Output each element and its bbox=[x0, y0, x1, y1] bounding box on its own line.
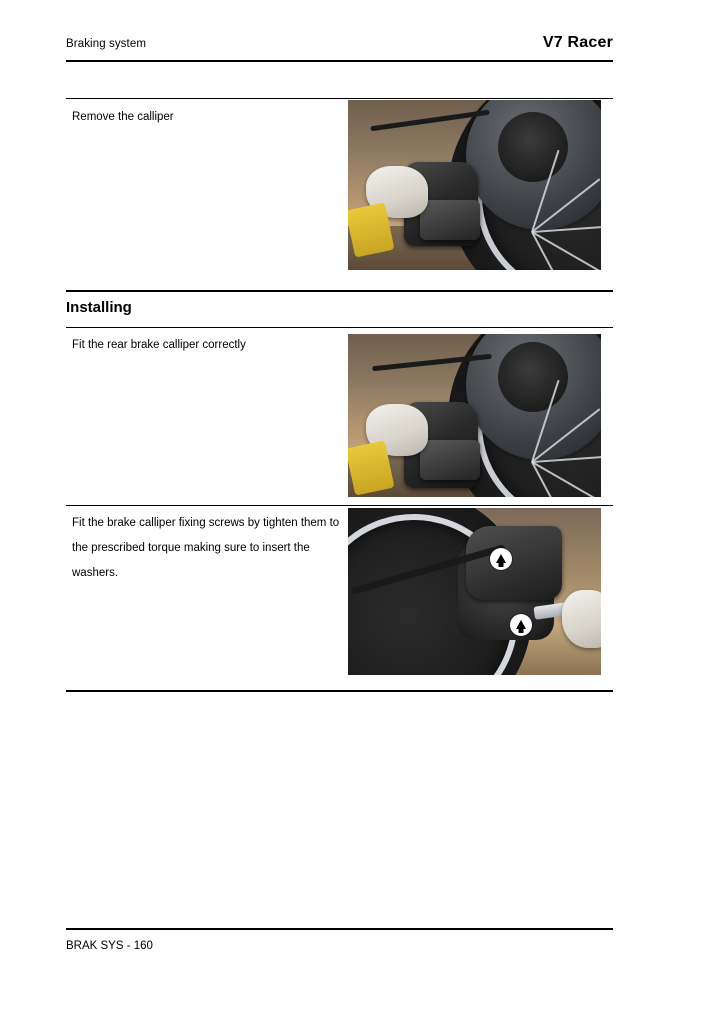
installing-top-divider bbox=[66, 290, 613, 292]
block1-top-divider bbox=[66, 98, 613, 99]
step-fit-calliper-text: Fit the rear brake calliper correctly bbox=[72, 339, 246, 351]
section-title-installing: Installing bbox=[66, 299, 132, 316]
header-divider bbox=[66, 60, 613, 62]
rear-brake-calliper-removal-photo bbox=[348, 100, 601, 270]
header-section-title: Braking system bbox=[66, 38, 147, 50]
rear-brake-calliper-fitting-photo bbox=[348, 334, 601, 497]
block2-top-divider bbox=[66, 327, 613, 328]
annotation-arrow-lower bbox=[510, 614, 532, 636]
calliper-fixing-screws-photo bbox=[348, 508, 601, 675]
footer-page-label: BRAK SYS - 160 bbox=[66, 940, 153, 952]
block3-top-divider bbox=[66, 505, 613, 506]
footer-divider bbox=[66, 928, 613, 930]
step-fixing-screws-text: Fit the brake calliper fixing screws by tighten them to the prescribed torque making sure to insert the washers. bbox=[72, 517, 340, 579]
content-bottom-divider bbox=[66, 690, 613, 692]
page-header bbox=[66, 34, 613, 52]
annotation-arrow-upper bbox=[490, 548, 512, 570]
step-remove-calliper-text: Remove the calliper bbox=[72, 111, 174, 123]
header-model-title: V7 Racer bbox=[542, 34, 613, 51]
